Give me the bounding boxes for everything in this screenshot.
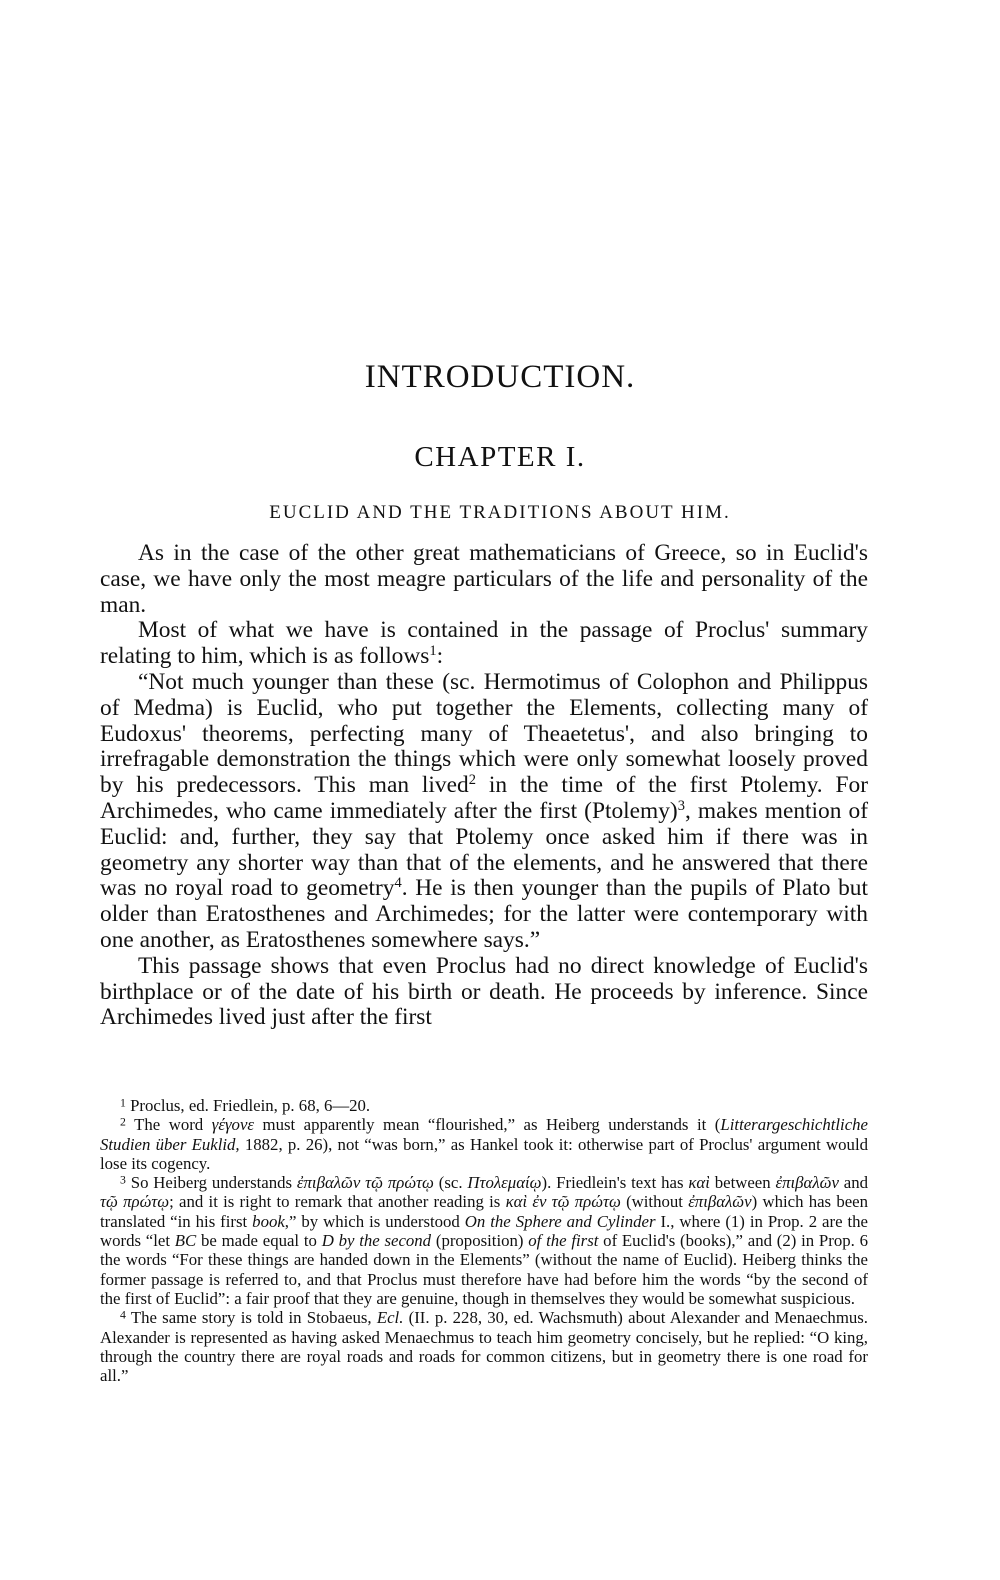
footnote-ref: 1 [429,643,437,660]
footnote-mark: 4 [120,1308,126,1322]
body-text [100,541,868,1031]
footnote-mark: 1 [120,1096,126,1110]
footnote-2: $^2$ The word γέγονε must apparently mean “flourished,” as Heiberg understands it (Litterargeschichtliche Studien über Euklid, 1882, p. 26), not “was born,” as Hankel took it: otherwise part of Proclus' argument would lose its cogency. [100,1115,868,1173]
page-title: INTRODUCTION. [364,359,636,395]
paragraph-3-quotation: “Not much younger than these (sc. Hermotimus of Colophon and Philippus of Medma) is Euclid, who put together the Elements, collecting many of Eudoxus' theorems, perfecting many of Theaetetus', and also bringing to irrefragable demonstration the things which were only somewhat loosely proved by his predecessors. This man lived$^2$ in the time of the first Ptolemy. For Archimedes, who came immediately after the first (Ptolemy)$^3$, makes mention of Euclid: and, further, they say that Ptolemy once asked him if there was in geometry any shorter way than that of the elements, and he answered that there was no royal road to geometry$^4$. He is then younger than the pupils of Plato but older than Eratosthenes and Archimedes; for the latter were contemporary with one another, as Eratosthenes somewhere says.” [100,668,868,953]
paragraph-4: This passage shows that even Proclus had no direct knowledge of Euclid's birthplace or of the date of his birth or death. He proceeds by inference. Since Archimedes lived just after the first [100,952,868,1031]
footnote-3: $^3$ So Heiberg understands ἐπιβαλῶν τῷ πρώτῳ (sc. Πτολεμαίῳ). Friedlein's text has καὶ between ἐπιβαλῶν and τῷ πρώτῳ; and it is right to remark that another reading is καὶ ἐν τῷ πρώτῳ (without ἐπιβαλῶν) which has been translated “in his first book,” by which is understood On the Sphere and Cylinder I., where (1) in Prop. 2 are the words “let BC be made equal to D by the second (proposition) of the first of Euclid's (books),” and (2) in Prop. 6 the words “For these things are handed down in the Elements” (without the name of Euclid). Heiberg thinks the former passage is referred to, and that Proclus must therefore have had before him the words “by the second of the first of Euclid”: a fair proof that they are genuine, though in themselves they would be somewhat suspicious. [100,1173,869,1308]
section-heading: EUCLID AND THE TRADITIONS ABOUT HIM. [269,502,731,523]
footnote-1: $^1$ Proclus, ed. Friedlein, p. 68, 6—20. [120,1096,371,1115]
footnote-ref: 4 [394,875,402,892]
paragraph-2: Most of what we have is contained in the passage of Proclus' summary relating to him, which is as follows$^1$: [100,617,868,670]
footnote-mark: 2 [120,1115,126,1129]
footnote-ref: 2 [468,772,476,789]
footnotes [100,1096,868,1385]
chapter-heading: CHAPTER I. [414,441,586,473]
footnote-4: $^4$ The same story is told in Stobaeus, Ecl. (II. p. 228, 30, ed. Wachsmuth) about Alexander and Menaechmus. Alexander is represented as having asked Menaechmus to teach him geometry concisely, but he replied: “O king, through the country there are royal roads and roads for common citizens, but in geometry there is one road for all.” [100,1308,868,1386]
paragraph-1: As in the case of the other great mathematicians of Greece, so in Euclid's case, we have only the most meagre particulars of the life and personality of the man. [100,540,868,618]
footnote-ref: 3 [677,798,685,814]
footnote-mark: 3 [120,1173,126,1187]
